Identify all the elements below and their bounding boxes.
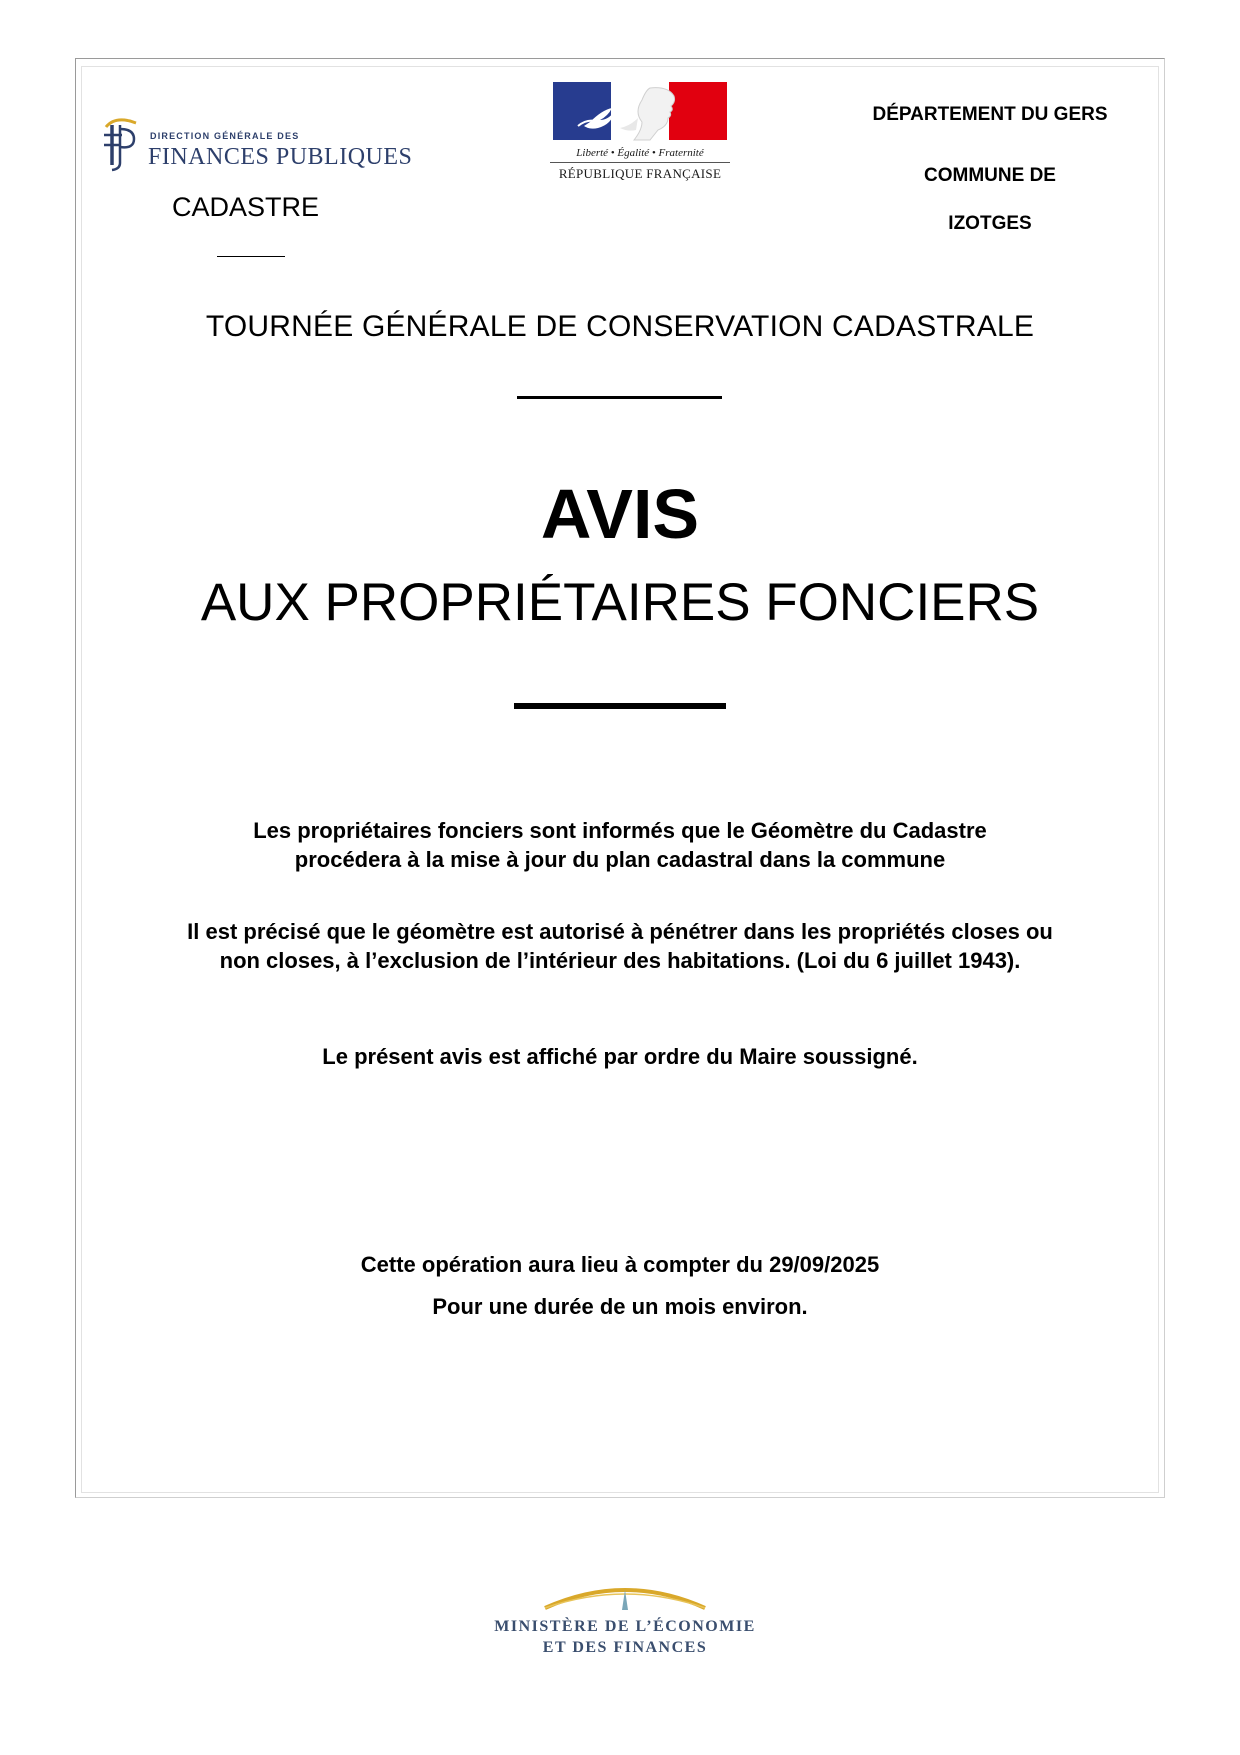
ministere-logo (490, 1578, 760, 1678)
dgfip-logo (100, 115, 430, 175)
ministere-arc-icon (490, 1578, 760, 1618)
commune-name: IZOTGES (948, 213, 1032, 234)
commune-label: COMMUNE DE (924, 165, 1056, 186)
title-separator (517, 396, 722, 399)
operation-duration: Pour une durée de un mois environ. (432, 1294, 808, 1319)
subtitle-separator (514, 703, 726, 709)
service-underline (217, 256, 285, 257)
logo-divider (550, 162, 730, 163)
body-p2-line1: Il est précisé que le géomètre est autorisé à pénétrer dans les propriétés closes ou (187, 919, 1053, 944)
service-name: CADASTRE (172, 192, 320, 222)
republique-label: RÉPUBLIQUE FRANÇAISE (558, 166, 722, 181)
body-p1-line1: Les propriétaires fonciers sont informés que le Géomètre du Cadastre (253, 818, 987, 843)
body-p3: Le présent avis est affiché par ordre du Maire soussigné. (322, 1044, 918, 1069)
avis-heading: AVIS (540, 475, 700, 553)
tournee-title: TOURNÉE GÉNÉRALE DE CONSERVATION CADASTRALE (205, 310, 1035, 343)
operation-date: Cette opération aura lieu à compter du 29/09/2025 (360, 1252, 880, 1277)
republique-francaise-logo (550, 82, 730, 182)
departement: DÉPARTEMENT DU GERS (872, 104, 1108, 125)
dgfip-emblem-icon (100, 115, 146, 173)
body-p2-line2: non closes, à l’exclusion de l’intérieur des habitations. (Loi du 6 juillet 1943). (219, 948, 1021, 973)
dgfip-label-small: DIRECTION GÉNÉRALE DES (150, 131, 300, 141)
devise: Liberté • Égalité • Fraternité (576, 147, 704, 159)
dgfip-label-large: FINANCES PUBLIQUES (148, 144, 413, 170)
ministere-label-line2: ET DES FINANCES (542, 1639, 708, 1656)
ministere-label-line1: MINISTÈRE DE L’ÉCONOMIE (494, 1618, 756, 1635)
body-p1-line2: procédera à la mise à jour du plan cadastral dans la commune (294, 847, 946, 872)
marianne-icon (550, 82, 730, 142)
avis-subtitle: AUX PROPRIÉTAIRES FONCIERS (200, 573, 1040, 632)
